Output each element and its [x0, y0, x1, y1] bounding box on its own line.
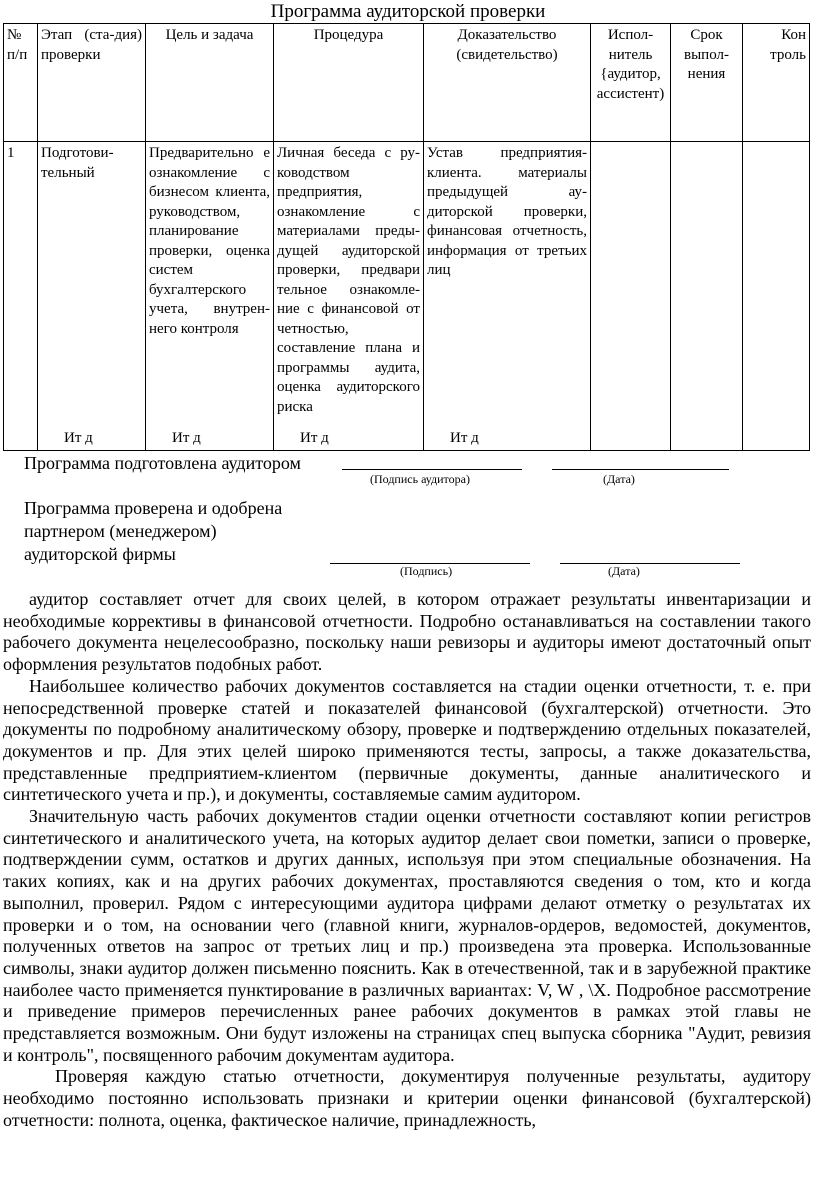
- header-goal: Цель и задача: [146, 24, 274, 142]
- table-header-row: [4, 24, 810, 142]
- header-stage: Этап (ста-дия) проверки: [38, 24, 146, 142]
- auditor-signature-line[interactable]: [342, 455, 522, 470]
- cell-procedure: [274, 142, 424, 451]
- paragraph: Значительную часть рабочих документов стадии оценки отчетности составляют копии регистров синтетического и аналитического учета, на которых аудитор делает свои пометки, записи о проверке, подтверждении сумм, остатков и других данных, используя при этом специальные обозначения. На таких копиях, как и на других рабочих документах, проставляются сведения о том, кто и когда выполнил, проверил. Рядом с интересующими аудитора цифрами делают отметку о результатах их проверки и о том, на основании чего (главной книги, журналов-ордеров, ведомостей, документов, полученных ответов на запрос от третьих лиц и пр.) произведена эта проверка. Использованные символы, знаки аудитор должен письменно пояснить. Как в отечественной, так и в зарубежной практике наиболее часто применяется пунктирование в различных вариантах: V, W , \X. Подробное рассмотрение и приведение примеров перечисленных ранее рабочих документов в рамках этой главы не представляется возможным. Они будут изложены на страницах спец выпуска сборника "Аудит, ревизия и контроль", посвященного рабочим документам аудитора.: [3, 806, 811, 1065]
- page-title: Программа аудиторской проверки: [270, 1, 546, 22]
- cell-stage: [38, 142, 146, 451]
- itd-procedure: Ит д: [300, 429, 329, 446]
- approved-label-2: партнером (менеджером): [24, 521, 217, 541]
- cell-executor: [591, 142, 671, 451]
- prepared-label: Программа подготовлена аудитором: [24, 453, 301, 473]
- body-text: [3, 589, 811, 1132]
- table-row: [4, 142, 810, 451]
- paragraph: Наибольшее количество рабочих документов составляется на стадии оценки отчетности, т. е. при непосредственной проверке статей и показателей финансовой (бухгалтерской) отчетности. Это документы по подробному аналитическому обзору, проверке и подтверждению отдельных показателей, документов и пр. Для этих целей широко применяются тесты, запросы, а также доказательства, представленные предприятием-клиентом (первичные документы, данные аналитического и синтетического учета и пр.), и документы, составляемые самим аудитором.: [3, 675, 811, 805]
- approved-label-1: Программа проверена и одобрена: [24, 498, 283, 518]
- paragraph: аудитор составляет отчет для своих целей, в котором отражает результаты инвентаризации и необходимые коррективы в финансовой отчетности. Подробно останавливаться на составлении такого рабочего документа нецелесообразно, поскольку наши ревизоры и аудиторы имеют достаточный опыт оформления результатов подобных работ.: [3, 589, 811, 675]
- cell-deadline: [671, 142, 743, 451]
- date-line-1[interactable]: [552, 455, 729, 470]
- header-control: Кон троль: [743, 24, 810, 142]
- cell-control: [743, 142, 810, 451]
- row-number: 1: [7, 145, 15, 161]
- goal-text: Предварительно е ознакомление с бизнесом клиента, руководством, планирование проверки, оценка систем бухгалтерского учета, внутрен-него контроля: [149, 145, 270, 337]
- stage-text: Подготови-тельный: [41, 145, 114, 181]
- date-line-2[interactable]: [560, 549, 740, 564]
- approved-label-3: аудиторской фирмы: [24, 544, 176, 564]
- itd-goal: Ит д: [172, 429, 201, 446]
- cell-goal: [146, 142, 274, 451]
- date-caption-2: (Дата): [608, 564, 640, 578]
- header-deadline: Срок выпол-нения: [671, 24, 743, 142]
- partner-signature-caption: (Подпись): [400, 564, 453, 578]
- cell-num: [4, 142, 38, 451]
- audit-program-table: [3, 23, 810, 451]
- itd-evidence: Ит д: [450, 429, 479, 446]
- procedure-text: Личная беседа с ру-ководством предприятия, ознакомление с материалами преды-дущей аудиторской проверки, предвари тельное ознакомле-ние с финансовой от четностью, составление плана и программы аудита, оценка аудиторского риска: [277, 145, 420, 415]
- auditor-signature-caption: (Подпись аудитора): [370, 472, 470, 486]
- itd-stage: Ит д: [64, 429, 93, 446]
- paragraph: Проверяя каждую статью отчетности, документируя полученные результаты, аудитору необходимо постоянно использовать признаки и критерии оценки финансовой (бухгалтерской) отчетности: полнота, оценка, фактическое наличие, принадлежность,: [3, 1066, 811, 1130]
- header-executor: Испол-нитель {аудитор, ассистент): [591, 24, 671, 142]
- partner-signature-line[interactable]: [330, 549, 530, 564]
- header-num: № п/п: [4, 24, 38, 142]
- header-evidence: Доказательство (свидетельство): [424, 24, 591, 142]
- evidence-text: Устав предприятия-клиента. материалы предыдущей ау-диторской проверки, финансовая отчетность, информация от третьих лиц: [427, 145, 587, 278]
- date-caption-1: (Дата): [603, 472, 635, 486]
- cell-evidence: [424, 142, 591, 451]
- header-procedure: Процедура: [274, 24, 424, 142]
